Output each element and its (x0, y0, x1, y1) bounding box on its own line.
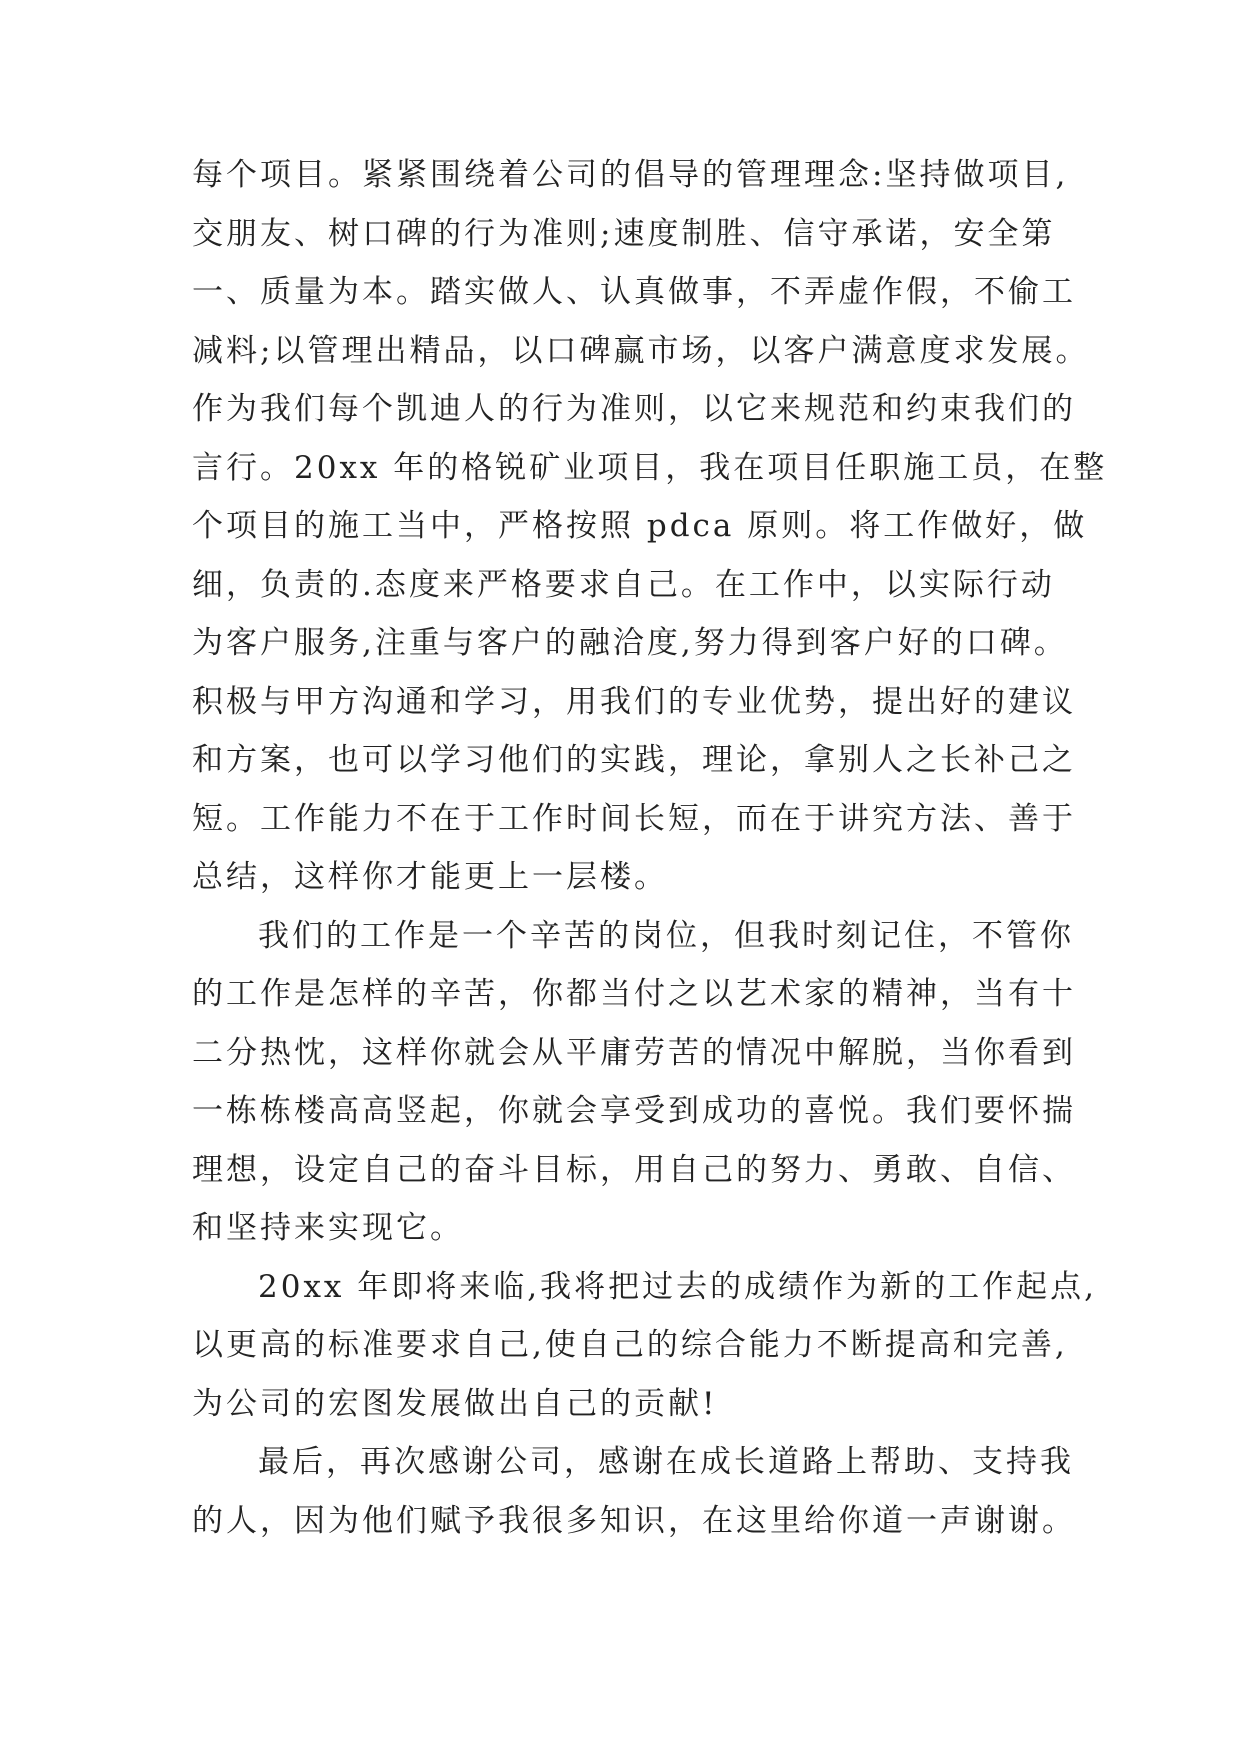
text-line: 作为我们每个凯迪人的行为准则，以它来规范和约束我们的 (192, 391, 1076, 427)
text-line: 和方案，也可以学习他们的实践，理论，拿别人之长补己之 (192, 742, 1076, 778)
text-line: 短。工作能力不在于工作时间长短，而在于讲究方法、善于 (192, 800, 1076, 837)
text-line: 每个项目。紧紧围绕着公司的倡导的管理理念:坚持做项目, (192, 157, 1069, 193)
text-line: 总结，这样你才能更上一层楼。 (192, 859, 668, 895)
text-line: 减料;以管理出精品，以口碑赢市场，以客户满意度求发展。 (192, 332, 1090, 369)
text-line-first: 我们的工作是一个辛苦的岗位，但我时刻记住，不管你 (258, 917, 1074, 954)
text-line: 一、质量为本。踏实做人、认真做事，不弄虚作假，不偷工 (192, 274, 1076, 310)
text-line: 为客户服务,注重与客户的融洽度,努力得到客户好的口碑。 (192, 625, 1068, 661)
text-line: 为公司的宏图发展做出自己的贡献! (192, 1385, 718, 1422)
text-line: 一栋栋楼高高竖起，你就会享受到成功的喜悦。我们要怀揣 (192, 1093, 1076, 1129)
text-line: 以更高的标准要求自己,使自己的综合能力不断提高和完善, (192, 1327, 1068, 1363)
text-line: 理想，设定自己的奋斗目标，用自己的努力、勇敢、自信、 (192, 1151, 1076, 1188)
paragraph-4 (192, 1433, 1076, 1550)
paragraph-1 (192, 146, 1108, 907)
document-body (192, 146, 1108, 1550)
text-line: 交朋友、树口碑的行为准则;速度制胜、信守承诺，安全第 (192, 215, 1056, 252)
text-line-first: 20xx 年即将来临,我将把过去的成绩作为新的工作起点, (258, 1268, 1097, 1305)
text-line: 积极与甲方沟通和学习，用我们的专业优势，提出好的建议 (192, 683, 1076, 720)
text-line: 和坚持来实现它。 (192, 1210, 464, 1246)
text-line: 的工作是怎样的辛苦，你都当付之以艺术家的精神，当有十 (192, 976, 1076, 1012)
text-line-first: 最后，再次感谢公司，感谢在成长道路上帮助、支持我 (258, 1444, 1074, 1480)
text-line: 的人，因为他们赋予我很多知识，在这里给你道一声谢谢。 (192, 1502, 1076, 1539)
text-line: 细，负责的.态度来严格要求自己。在工作中，以实际行动 (192, 566, 1055, 603)
text-line: 二分热忱，这样你就会从平庸劳苦的情况中解脱，当你看到 (192, 1034, 1076, 1071)
text-line: 言行。20xx 年的格锐矿业项目，我在项目任职施工员，在整 (192, 449, 1108, 486)
paragraph-2 (192, 907, 1076, 1258)
text-line: 个项目的施工当中，严格按照 pdca 原则。将工作做好，做 (192, 508, 1088, 544)
paragraph-3 (192, 1258, 1097, 1434)
